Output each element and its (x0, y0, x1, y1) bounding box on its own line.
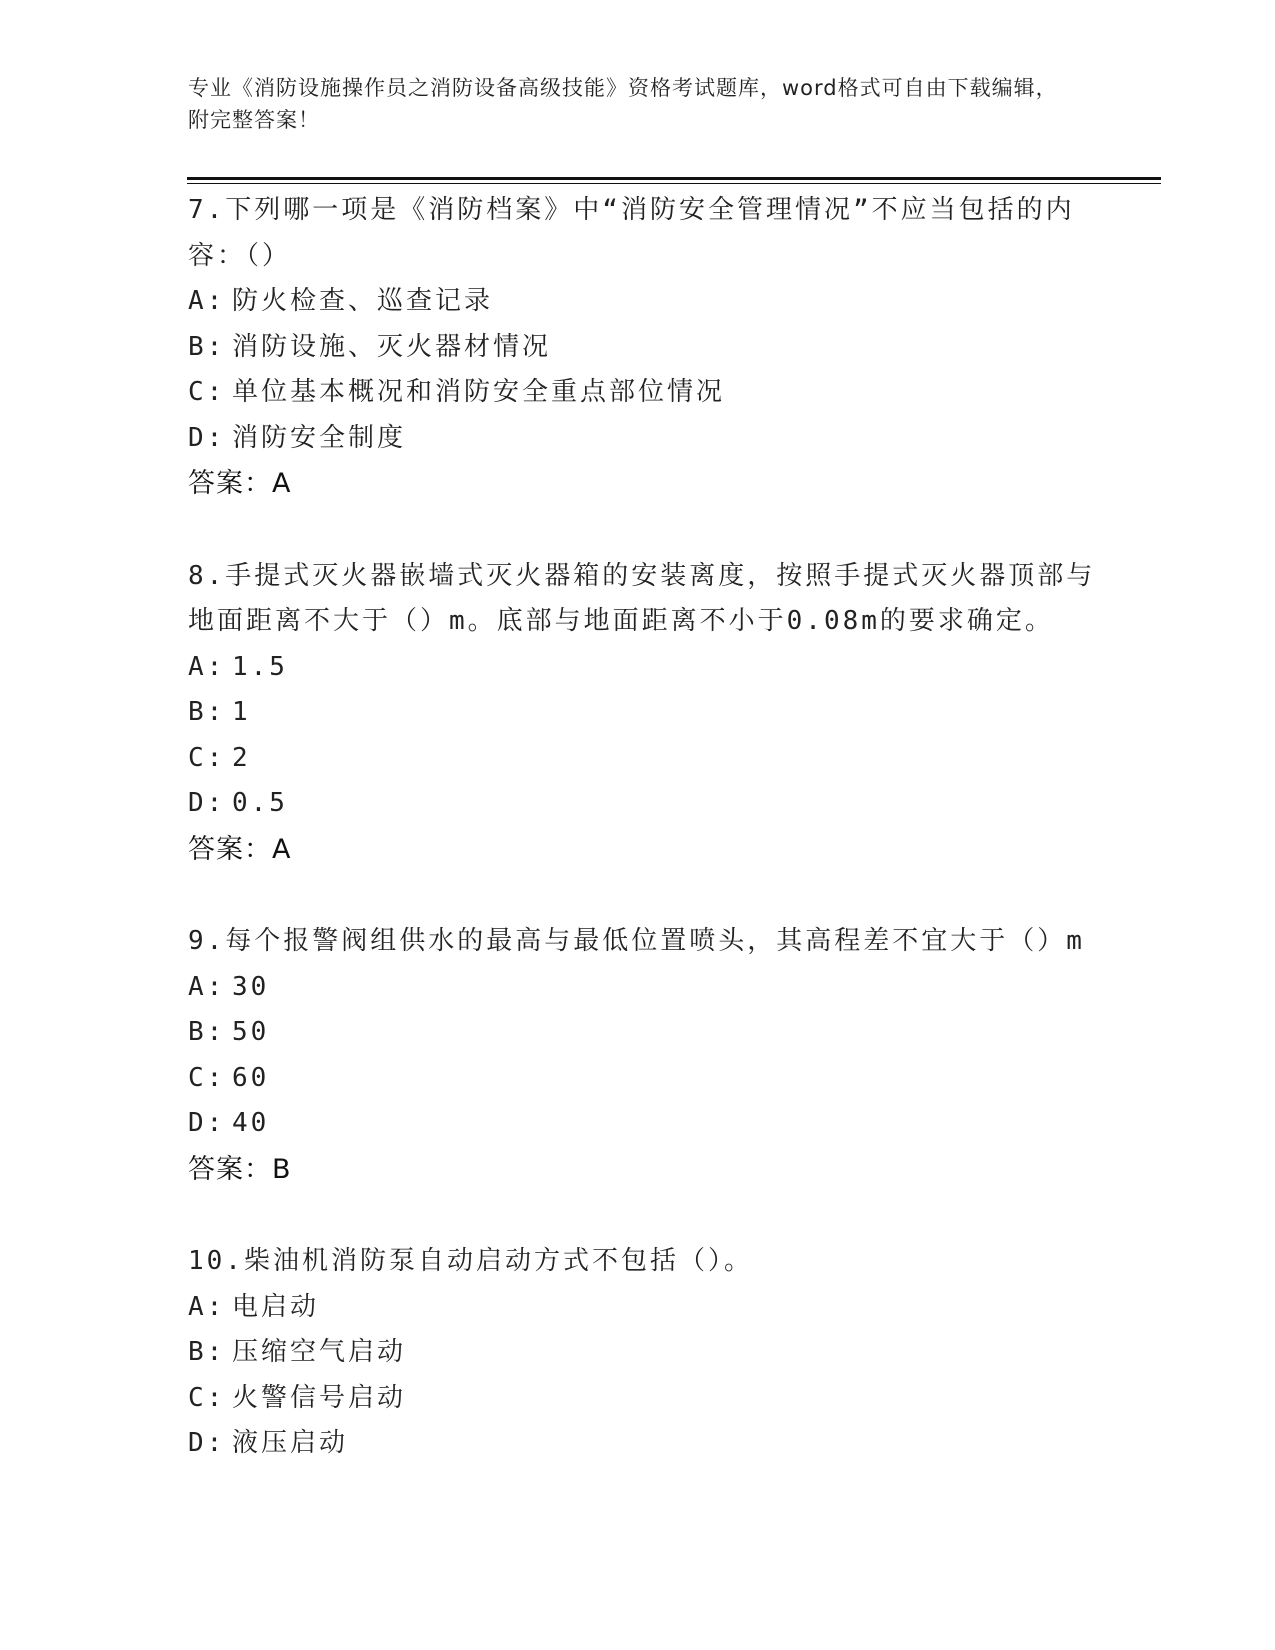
option-d (188, 1101, 1108, 1147)
option-letter: B: (188, 331, 226, 362)
header-divider-thin (187, 183, 1161, 184)
option-a (188, 279, 1108, 325)
option-c (188, 1376, 1108, 1422)
option-d (188, 416, 1108, 462)
answer-line: 答案：A (188, 468, 292, 499)
option-text: 50 (232, 1017, 270, 1047)
question-7 (188, 188, 1108, 507)
question-stem: 7.下列哪一项是《消防档案》中“消防安全管理情况”不应当包括的内容：（） (188, 195, 1075, 271)
question-list (188, 188, 1108, 1467)
header-divider-thick (187, 177, 1161, 180)
question-10 (188, 1239, 1108, 1467)
option-text: 2 (232, 742, 251, 773)
option-letter: B: (188, 1337, 226, 1367)
option-letter: B: (188, 1017, 226, 1047)
document-header: 专业《消防设施操作员之消防设备高级技能》资格考试题库，word格式可自由下载编辑，附完整答案！ (188, 76, 1058, 132)
option-text: 30 (232, 971, 270, 1002)
option-c (188, 736, 1108, 782)
option-text: 压缩空气启动 (232, 1337, 407, 1367)
option-b (188, 1010, 1108, 1056)
option-letter: C: (188, 1062, 226, 1093)
option-text: 单位基本概况和消防安全重点部位情况 (232, 377, 726, 407)
option-text: 消防设施、灭火器材情况 (232, 331, 552, 362)
question-stem: 9.每个报警阀组供水的最高与最低位置喷头，其高程差不宜大于（）m (188, 926, 1085, 956)
option-letter: D: (188, 788, 226, 818)
option-letter: C: (188, 377, 226, 407)
option-letter: A: (188, 286, 226, 316)
option-text: 60 (232, 1062, 270, 1093)
option-letter: A: (188, 971, 226, 1002)
option-letter: D: (188, 1428, 226, 1458)
option-letter: D: (188, 422, 226, 453)
question-stem: 8.手提式灭火器嵌墙式灭火器箱的安装离度，按照手提式灭火器顶部与地面距离不大于（）m。底部与地面距离不小于0.08m的要求确定。 (188, 560, 1096, 636)
option-text: 防火检查、巡查记录 (232, 286, 494, 316)
option-text: 0.5 (232, 788, 288, 818)
option-text: 消防安全制度 (232, 422, 407, 453)
option-text: 液压启动 (232, 1428, 349, 1458)
option-a (188, 1285, 1108, 1331)
option-a (188, 965, 1108, 1011)
option-text: 1 (232, 697, 251, 727)
option-text: 1.5 (232, 651, 288, 682)
option-text: 火警信号启动 (232, 1382, 407, 1413)
option-d (188, 1421, 1108, 1467)
option-letter: A: (188, 1291, 226, 1322)
question-9 (188, 919, 1108, 1192)
option-c (188, 1056, 1108, 1102)
option-letter: C: (188, 1382, 226, 1413)
option-letter: A: (188, 651, 226, 682)
option-a (188, 645, 1108, 691)
question-8 (188, 554, 1108, 873)
answer-line: 答案：B (188, 1153, 292, 1185)
option-text: 40 (232, 1108, 270, 1138)
option-d (188, 781, 1108, 827)
option-c (188, 370, 1108, 416)
option-b (188, 690, 1108, 736)
option-text: 电启动 (232, 1291, 320, 1322)
answer-line: 答案：A (188, 833, 292, 865)
option-letter: D: (188, 1108, 226, 1138)
question-stem: 10.柴油机消防泵自动启动方式不包括（）。 (188, 1246, 753, 1276)
option-letter: B: (188, 697, 226, 727)
option-b (188, 325, 1108, 371)
option-b (188, 1330, 1108, 1376)
option-letter: C: (188, 742, 226, 773)
